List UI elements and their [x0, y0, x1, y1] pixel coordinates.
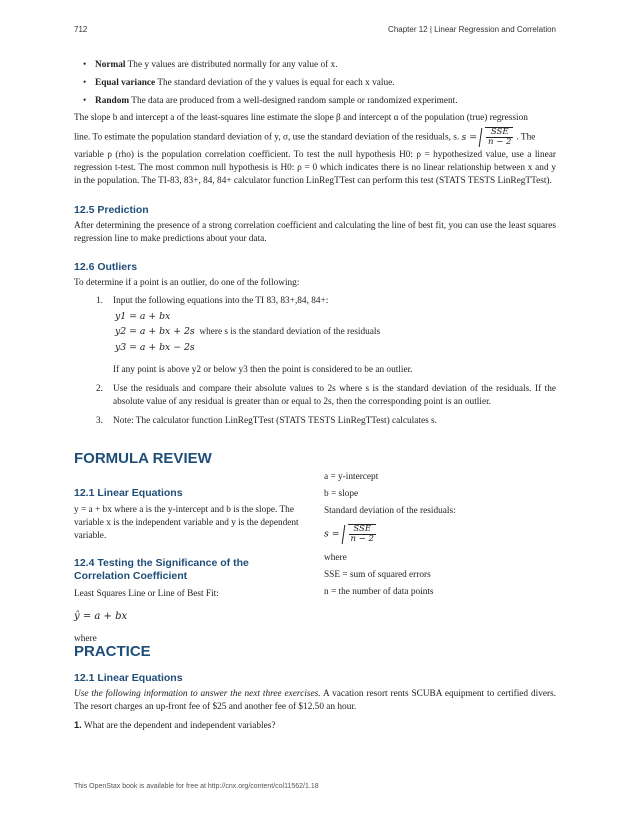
formula-lhs: s = [324, 528, 340, 540]
sqrt-sign [485, 127, 513, 147]
section-title: 12.6 Outliers [74, 261, 138, 273]
practice-title: PRACTICE [74, 643, 151, 660]
chapter-header: Chapter 12 | Linear Regression and Correlation [388, 25, 556, 34]
slope-paragraph [74, 112, 556, 188]
b-definition: b = slope [324, 489, 359, 499]
list-item [74, 415, 556, 428]
list-item [74, 77, 556, 90]
section-title: 12.1 Linear Equations [74, 672, 183, 684]
intro-text: A vacation resort rents SCUBA equipment to certified divers. The resort charges an up-front fee of $25 and another fee of $12.50 an hour. [74, 689, 557, 712]
question-1 [74, 719, 556, 733]
formula-s-review [324, 524, 556, 544]
formula-right-column [324, 471, 556, 599]
paragraph-line: The slope b and intercept a of the least-squares line estimate the slope β and intercept α of the population (true) regression [74, 113, 528, 123]
list-item [74, 59, 556, 72]
item-number: 3. [96, 416, 103, 426]
bullet-text: The data are produced from a well-designed random sample or randomized experiment. [131, 96, 458, 106]
practice-intro [74, 688, 556, 714]
prediction-text: After determining the presence of a strong correlation coefficient and calculating the line of best fit, you can use the least squares regression line to make predictions about your data. [74, 221, 556, 244]
fraction-numerator: SSE [349, 525, 376, 535]
a-definition: a = y-intercept [324, 472, 379, 482]
list-item [74, 295, 556, 377]
lsl-label: Least Squares Line or Line of Best Fit: [74, 589, 219, 599]
formula-left-column [74, 487, 306, 646]
equation-y3: y3 = a + bx − 2s [115, 342, 195, 353]
section-title: 12.1 Linear Equations [74, 487, 183, 499]
paragraph-text: line. To estimate the population standard deviation of y, σ, use the standard deviation of the residuals, s. [74, 132, 460, 143]
bullet-term: Random [95, 96, 130, 106]
list-item [74, 383, 556, 409]
formula-lhs: s = [461, 131, 478, 143]
formula-review-columns [74, 471, 556, 644]
outliers-intro: To determine if a point is an outlier, do one of the following: [74, 278, 300, 288]
equation-y2: y2 = a + bx + 2s [115, 326, 195, 337]
fraction-denominator: n − 2 [350, 534, 374, 544]
question-number: 1. [74, 720, 82, 730]
outlier-steps [74, 295, 556, 428]
n-definition: n = the number of data points [324, 587, 434, 597]
paragraph-text: . The [516, 132, 536, 143]
bullet-text: The standard deviation of the y values is equal for each x value. [157, 78, 395, 88]
fraction-denominator: n − 2 [488, 137, 512, 147]
where-text: where [324, 553, 347, 563]
formula-s [461, 127, 517, 147]
fraction-numerator: SSE [486, 128, 513, 138]
bullet-term: Equal variance [95, 78, 156, 88]
section-title: 12.5 Prediction [74, 204, 149, 216]
item-number: 1. [96, 296, 103, 306]
fraction [349, 525, 376, 544]
formula-review-title: FORMULA REVIEW [74, 450, 212, 467]
page-number: 712 [74, 25, 88, 34]
item-number: 2. [96, 384, 103, 394]
list-item [74, 95, 556, 108]
paragraph-text: variable ρ (rho) is the population correlation coefficient. To test the null hypothesis H0: ρ = hypothesized value, use a linear regression t-test. The most common null hypothesis is H0: ρ = 0 which indicates there is no linear relationship between x and y in the population. The TI-83, 83+, 84, 84+ calculator function LinRegTTest can perform this test (STATS TESTS LinRegTTest). [74, 150, 556, 186]
equation-row [113, 325, 556, 339]
bullet-term: Normal [95, 60, 126, 70]
question-text: What are the dependent and independent variables? [83, 721, 276, 731]
paragraph-line [74, 127, 556, 147]
item-text: Input the following equations into the TI 83, 83+,84, 84+: [113, 296, 329, 306]
bullet-text: The y values are distributed normally for any value of x. [127, 60, 338, 70]
intro-italic: Use the following information to answer the next three exercises. [74, 689, 321, 699]
footer: This OpenStax book is available for free at http://cnx.org/content/col11562/1.18 [74, 783, 319, 790]
fraction [486, 128, 513, 147]
page-content [74, 52, 556, 733]
item-text: Note: The calculator function LinRegTTest (STATS TESTS LinRegTTest) calculates s. [113, 416, 437, 426]
sse-definition: SSE = sum of squared errors [324, 570, 431, 580]
item-text: Use the residuals and compare their absolute values to 2s where s is the standard deviation of the residuals. If the absolute value of any residual is greater than or equal to 2s, then the corresponding point is an outlier. [113, 384, 556, 407]
linear-equation-text: y = a + bx where a is the y-intercept and b is the slope. The variable x is the independent variable and y is the dependent variable. [74, 505, 299, 541]
equation-note: where s is the standard deviation of the residuals [199, 327, 381, 337]
equation-y1: y1 = a + bx [115, 311, 171, 322]
sqrt-sign [348, 524, 376, 544]
section-title: 12.4 Testing the Significance of the Correlation Coefficient [74, 557, 249, 582]
sd-label: Standard deviation of the residuals: [324, 506, 456, 516]
where-text: where [74, 634, 97, 644]
lsl-equation: ŷ = a + bx [74, 611, 128, 622]
assumption-list [74, 59, 556, 108]
outlier-rule: If any point is above y2 or below y3 then the point is considered to be an outlier. [113, 365, 413, 375]
